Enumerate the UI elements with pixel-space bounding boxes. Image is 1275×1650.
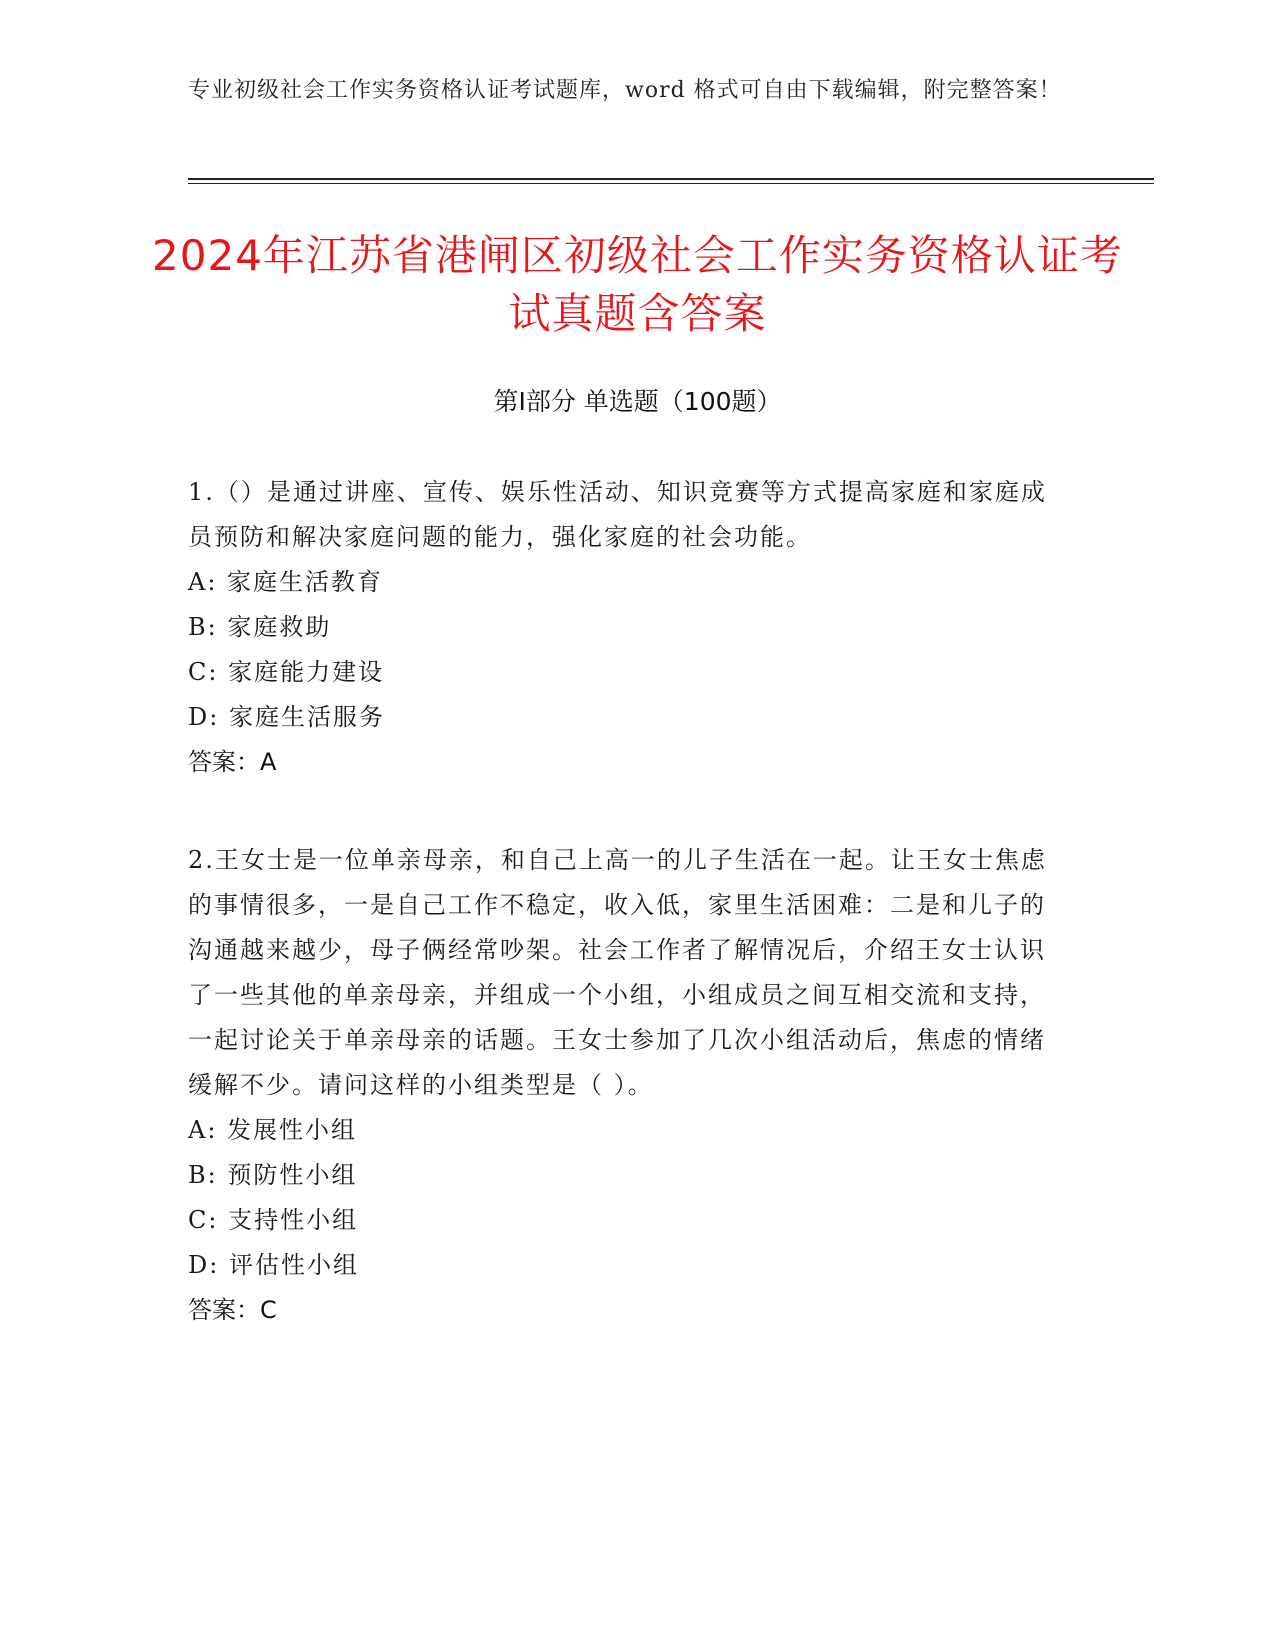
option-d: D: 家庭生活服务 <box>188 703 385 731</box>
header-divider-thick <box>188 178 1154 180</box>
question-stem: 2.王女士是一位单亲母亲，和自己上高一的儿子生活在一起。让王女士焦虑的事情很多，一是自己工作不稳定，收入低，家里生活困难：二是和儿子的沟通越来越少，母子俩经常吵架。社会工作者了解情况后，介绍王女士认识了一些其他的单亲母亲，并组成一个小组，小组成员之间互相交流和支持，一起讨论关于单亲母亲的话题。王女士参加了几次小组活动后，焦虑的情绪缓解不少。请问这样的小组类型是（ ）。 <box>188 846 1047 1099</box>
option-b: B: 预防性小组 <box>188 1161 358 1189</box>
option-c: C: 家庭能力建设 <box>188 658 385 686</box>
option-d: D: 评估性小组 <box>188 1251 359 1279</box>
answer: 答案：C <box>188 1296 277 1324</box>
option-c: C: 支持性小组 <box>188 1206 359 1234</box>
option-a: A: 家庭生活教育 <box>188 568 384 596</box>
header-divider-thin <box>188 183 1154 184</box>
document-title: 2024年江苏省港闸区初级社会工作实务资格认证考试真题含答案 <box>152 231 1123 338</box>
section-title: 第Ⅰ部分 单选题（100题） <box>493 387 782 416</box>
header-note: 专业初级社会工作实务资格认证考试题库，word 格式可自由下载编辑，附完整答案！ <box>188 78 1062 103</box>
answer: 答案：A <box>188 748 277 776</box>
question-stem: 1.（）是通过讲座、宣传、娱乐性活动、知识竞赛等方式提高家庭和家庭成员预防和解决家庭问题的能力，强化家庭的社会功能。 <box>188 478 1047 551</box>
question-1 <box>188 470 1068 785</box>
question-2 <box>188 838 1068 1333</box>
option-a: A: 发展性小组 <box>188 1116 358 1144</box>
option-b: B: 家庭救助 <box>188 613 332 641</box>
